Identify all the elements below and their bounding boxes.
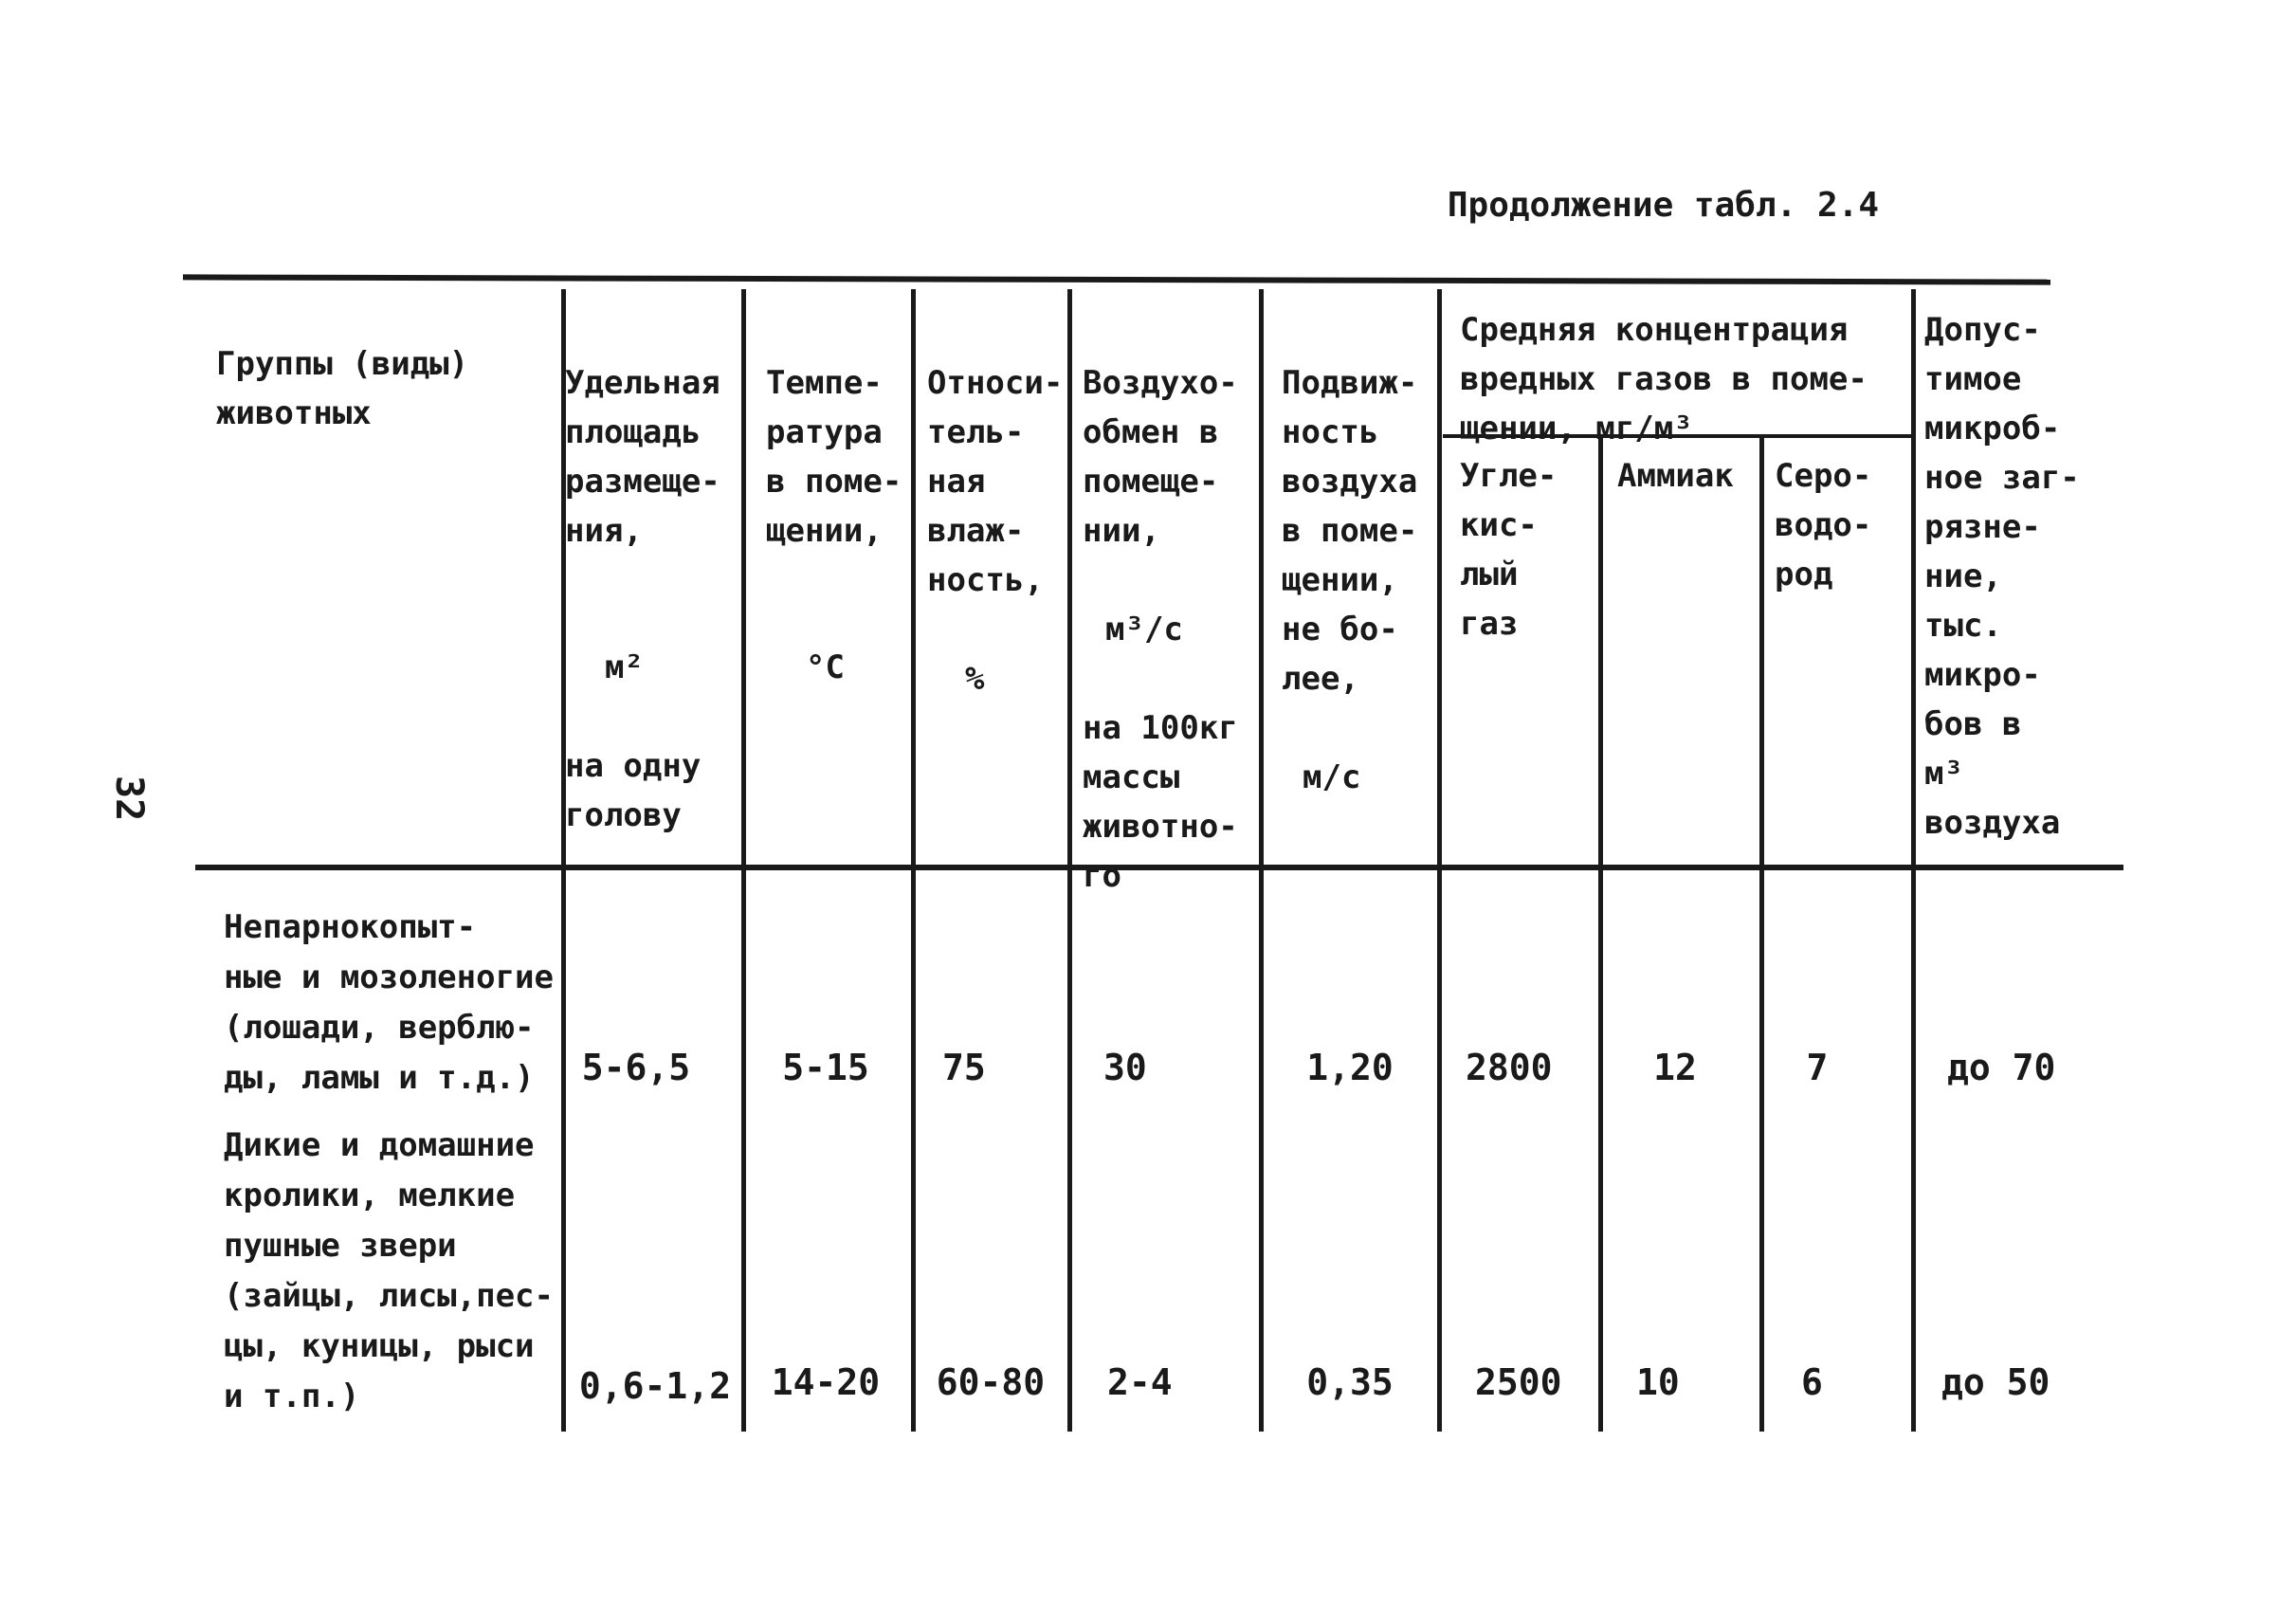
column-divider [1598, 438, 1603, 1432]
table-top-rule [183, 274, 2050, 284]
column-divider [1911, 289, 1916, 1432]
table-caption: Продолжение табл. 2.4 [1447, 186, 1879, 225]
header-area-text: Удельная площадь размеще- ния, [565, 364, 720, 550]
header-airflow-unit: м³/с [1105, 611, 1183, 648]
column-divider [1259, 289, 1264, 1432]
header-area-unit: м² [605, 648, 644, 686]
header-area-per: на одну голову [565, 747, 702, 834]
column-divider [741, 289, 746, 1432]
row-1-mobility: 1,20 [1306, 1047, 1394, 1088]
header-microbial: Допус- тимое микроб- ное заг- рязне- ние, тыс. микро- бов в м³ воздуха [1924, 311, 2080, 842]
header-temp-text: Темпе- ратура в поме- щении, [766, 364, 902, 550]
row-1-airflow: 30 [1103, 1047, 1147, 1088]
row-1-area: 5-6,5 [581, 1047, 691, 1088]
header-humidity-unit: % [965, 660, 985, 698]
header-mobility-unit: м/с [1303, 758, 1361, 796]
row-2-microbial: до 50 [1941, 1361, 2050, 1403]
header-gases-group: Средняя концентрация вредных газов в поме- щении, мг/м³ [1460, 311, 1868, 447]
column-divider [1067, 289, 1072, 1432]
row-2-area: 0,6-1,2 [578, 1365, 732, 1407]
header-group: Группы (виды) животных [216, 345, 469, 432]
page-number: 32 [107, 776, 151, 822]
header-humidity [927, 309, 1067, 753]
header-h2s: Серо- водо- род [1775, 457, 1872, 593]
row-1-h2s: 7 [1806, 1047, 1829, 1088]
header-co2: Угле- кис- лый газ [1460, 457, 1558, 643]
row-1-temp: 5-15 [782, 1047, 869, 1088]
header-airflow-per: на 100кг массы животно- го [1083, 709, 1238, 895]
header-mobility-text: Подвиж- ность воздуха в поме- щении, не бо- лее, [1282, 364, 1418, 698]
row-2-humidity: 60-80 [936, 1361, 1046, 1403]
row-2-temp: 14-20 [771, 1361, 881, 1403]
header-airflow-text: Воздухо- обмен в помеще- нии, [1083, 364, 1238, 550]
header-temp [766, 309, 912, 741]
header-airflow [1083, 309, 1259, 950]
header-mobility [1282, 309, 1439, 851]
header-area [565, 309, 739, 889]
row-1-microbial: до 70 [1947, 1047, 2056, 1088]
row-2-mobility: 0,35 [1306, 1361, 1394, 1403]
row-2-co2: 2500 [1475, 1361, 1562, 1403]
header-humidity-text: Относи- тель- ная влаж- ность, [927, 364, 1064, 599]
row-2-group: Дикие и домашние кролики, мелкие пушные звери (зайцы, лисы,пес- цы, куницы, рыси и т.п.) [224, 1126, 554, 1415]
row-2-airflow: 2-4 [1107, 1361, 1173, 1403]
row-1-ammonia: 12 [1653, 1047, 1697, 1088]
header-ammonia: Аммиак [1617, 457, 1734, 495]
row-1-group: Непарнокопыт- ные и мозоленогие (лошади, верблю- ды, ламы и т.д.) [224, 908, 554, 1097]
row-1-humidity: 75 [942, 1047, 986, 1088]
row-2-ammonia: 10 [1636, 1361, 1680, 1403]
row-1-co2: 2800 [1466, 1047, 1553, 1088]
column-divider [1759, 438, 1764, 1432]
row-2-h2s: 6 [1801, 1361, 1823, 1403]
header-temp-unit: °C [806, 648, 845, 686]
